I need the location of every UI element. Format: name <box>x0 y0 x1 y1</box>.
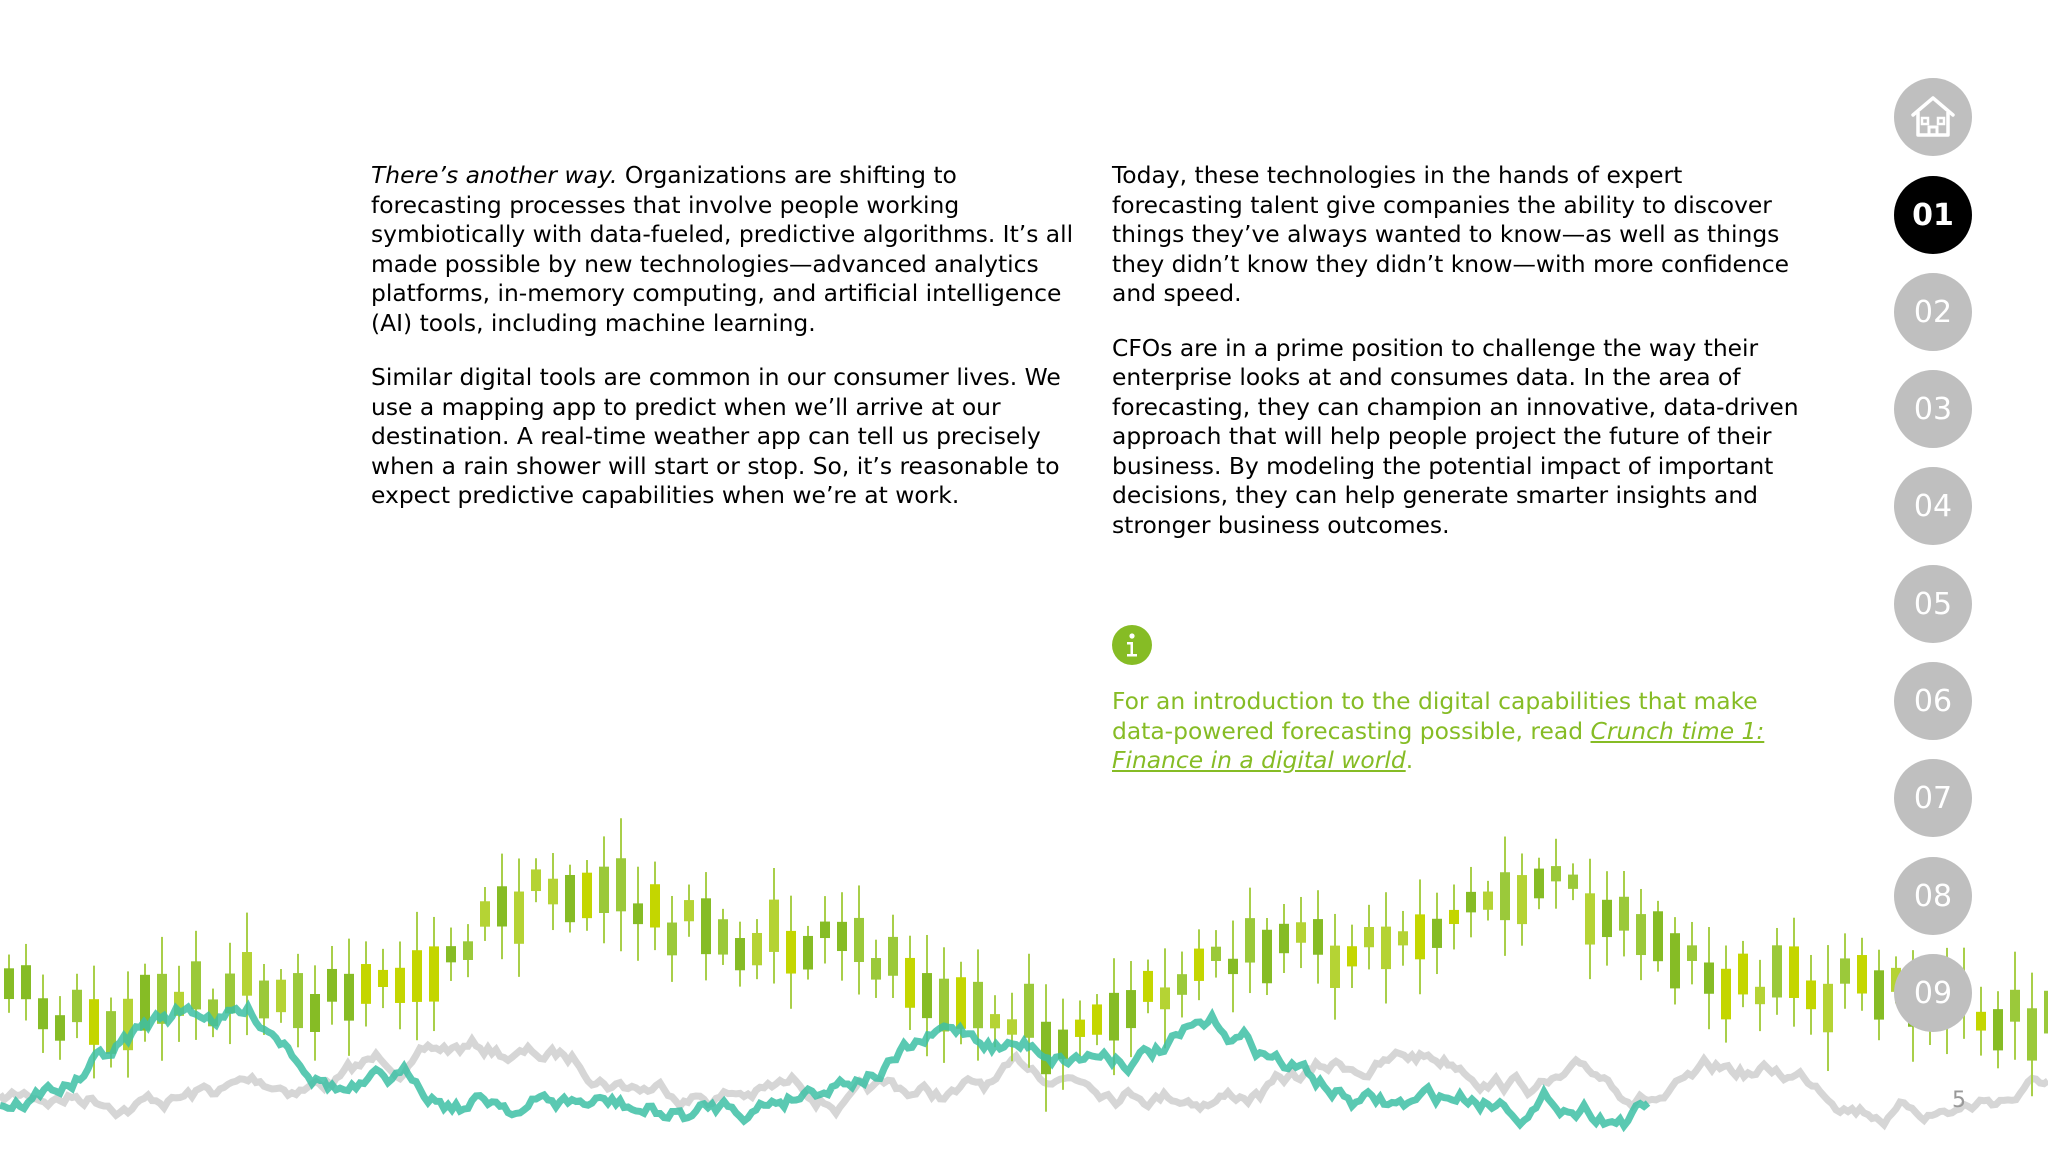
candle-body <box>327 969 337 1002</box>
info-note <box>1112 625 1812 776</box>
candle-body <box>1415 914 1425 959</box>
candle-body <box>1772 945 1782 997</box>
candle-body <box>497 886 507 926</box>
candle-body <box>191 961 201 1009</box>
candle-body <box>1993 1009 2003 1050</box>
candle-body <box>1075 1020 1085 1037</box>
candle-body <box>1449 910 1459 924</box>
candle-body <box>310 994 320 1032</box>
candle-body <box>1500 872 1510 920</box>
candle-body <box>1007 1019 1017 1034</box>
candle-body <box>633 903 643 924</box>
candle-body <box>854 918 864 962</box>
candle-body <box>684 900 694 921</box>
right-paragraph-1: Today, these technologies in the hands of expert forecasting talent give companies the ability to discover things they’ve always wanted to know—as well as things they didn’t know they didn’t know—with more confidence and speed. <box>1112 161 1790 307</box>
left-paragraph-1 <box>371 161 1081 338</box>
candle-body <box>1228 959 1238 974</box>
candle-body <box>1704 962 1714 993</box>
candle-body <box>4 968 14 999</box>
crunch-time-link[interactable]: Crunch time 1: Finance in a digital world <box>1112 716 1765 774</box>
candle-body <box>293 973 303 1028</box>
candle-body <box>1194 949 1204 981</box>
candle-body <box>1840 958 1850 983</box>
candle-body <box>956 977 966 1029</box>
candle-body <box>395 968 405 1003</box>
right-text-column <box>1112 161 1812 565</box>
candle-body <box>2027 1008 2037 1060</box>
candle-body <box>1602 900 1612 937</box>
nav-item-04[interactable]: 04 <box>1894 467 1972 545</box>
candle-body <box>1823 984 1833 1032</box>
candle-body <box>429 946 439 1001</box>
home-button[interactable] <box>1894 78 1972 156</box>
candle-body <box>667 923 677 956</box>
candle-body <box>2044 991 2048 1034</box>
candle-body <box>463 941 473 960</box>
candle-body <box>1381 927 1391 969</box>
candle-body <box>650 884 660 927</box>
candle-body <box>1755 987 1765 1004</box>
nav-item-03[interactable]: 03 <box>1894 370 1972 448</box>
candle-body <box>1874 970 1884 1019</box>
candle-body <box>548 879 558 905</box>
candle-body <box>1313 919 1323 955</box>
candle-body <box>1143 971 1153 1002</box>
candle-body <box>531 869 541 891</box>
candle-body <box>718 919 728 954</box>
right-paragraph-2: CFOs are in a prime position to challenge the way their enterprise looks at and consumes data. In the area of forecasting, they can champion an innovative, data-driven approach that will help people project the future of their business. By modeling the potential impact of important decisions, they can help generate smarter insights and stronger business outcomes. <box>1112 333 1799 539</box>
candle-body <box>38 998 48 1029</box>
candle-body <box>1398 931 1408 945</box>
candle-body <box>72 990 82 1022</box>
candle-body <box>514 892 524 944</box>
candle-body <box>1177 974 1187 995</box>
home-icon <box>1908 93 1958 141</box>
candle-body <box>888 937 898 976</box>
candle-body <box>1432 919 1442 948</box>
nav-item-08[interactable]: 08 <box>1894 857 1972 935</box>
lead-phrase: There’s another way. <box>371 161 618 189</box>
candle-body <box>1330 946 1340 988</box>
candle-body <box>1126 990 1136 1028</box>
candle-body <box>480 901 490 926</box>
nav-item-07[interactable]: 07 <box>1894 759 1972 837</box>
candle-body <box>1619 897 1629 931</box>
candle-body <box>701 898 711 954</box>
candle-body <box>2010 990 2020 1022</box>
candle-body <box>1483 892 1493 910</box>
info-icon <box>1112 625 1152 665</box>
candle-body <box>616 858 626 911</box>
left-text-column <box>371 161 1081 536</box>
candle-body <box>1857 955 1867 993</box>
candle-body <box>242 952 252 996</box>
nav-item-02[interactable]: 02 <box>1894 273 1972 351</box>
candle-body <box>1670 933 1680 988</box>
left-paragraph-1-text: Organizations are shifting to forecasting processes that involve people working symbiotically with data-fueled, predictive algorithms. It’s all made possible by new technologies—advanced analytics platforms, in-memory computing, and artificial intelligence (AI) tools, including machine learning. <box>371 161 1074 337</box>
candle-body <box>1092 1004 1102 1034</box>
candle-body <box>582 873 592 918</box>
candle-body <box>1262 930 1272 983</box>
candle-body <box>344 974 354 1021</box>
candle-body <box>1245 918 1255 962</box>
candle-body <box>905 958 915 1008</box>
candle-body <box>1534 869 1544 899</box>
candle-body <box>837 922 847 951</box>
candle-body <box>820 922 830 938</box>
candle-body <box>599 867 609 913</box>
candle-body <box>1806 980 1816 1009</box>
nav-item-05[interactable]: 05 <box>1894 565 1972 643</box>
candle-body <box>1653 911 1663 961</box>
candle-body <box>565 875 575 922</box>
candle-body <box>89 999 99 1045</box>
nav-item-06[interactable]: 06 <box>1894 662 1972 740</box>
candle-body <box>1551 866 1561 881</box>
candle-body <box>1517 875 1527 924</box>
candle-body <box>1976 1012 1986 1031</box>
candle-body <box>1024 984 1034 1038</box>
candle-body <box>412 950 422 1002</box>
candle-body <box>1347 946 1357 966</box>
candle-body <box>1636 914 1646 955</box>
candle-body <box>752 933 762 965</box>
candle-body <box>922 973 932 1018</box>
candle-body <box>1738 954 1748 995</box>
candle-body <box>1568 875 1578 889</box>
candle-body <box>1466 892 1476 913</box>
candle-body <box>803 936 813 970</box>
candle-body <box>769 900 779 952</box>
candle-body <box>786 931 796 974</box>
candle-body <box>446 946 456 962</box>
candle-body <box>21 965 31 999</box>
candle-body <box>1721 969 1731 1020</box>
candle-body <box>973 982 983 1028</box>
nav-item-09[interactable]: 09 <box>1894 954 1972 1032</box>
candle-body <box>1160 987 1170 1009</box>
candle-body <box>55 1015 65 1041</box>
info-note-body: For an introduction to the digital capabilities that make data-powered forecasting possible, read <box>1112 687 1758 745</box>
candle-body <box>378 970 388 987</box>
candle-body <box>1041 1022 1051 1074</box>
candle-body <box>1279 924 1289 953</box>
nav-item-01[interactable]: 01 <box>1894 176 1972 254</box>
page-number: 5 <box>1952 1088 1966 1113</box>
candle-body <box>276 980 286 1012</box>
candle-body <box>871 958 881 980</box>
candle-body <box>990 1014 1000 1028</box>
info-note-end: . <box>1405 746 1414 774</box>
candle-body <box>361 964 371 1004</box>
left-paragraph-2: Similar digital tools are common in our consumer lives. We use a mapping app to predict when we’ll arrive at our destination. A real-time weather app can tell us precisely when a rain shower will start or stop. So, it’s reasonable to expect predictive capabilities when we’re at work. <box>371 363 1061 509</box>
candle-body <box>1364 927 1374 947</box>
candle-body <box>1109 993 1119 1041</box>
candle-body <box>735 938 745 970</box>
candle-body <box>1789 946 1799 998</box>
info-note-text <box>1112 687 1812 776</box>
candle-body <box>1211 947 1221 961</box>
candle-body <box>1585 893 1595 944</box>
candle-body <box>259 981 269 1019</box>
candle-body <box>1296 922 1306 942</box>
candle-body <box>1687 945 1697 961</box>
